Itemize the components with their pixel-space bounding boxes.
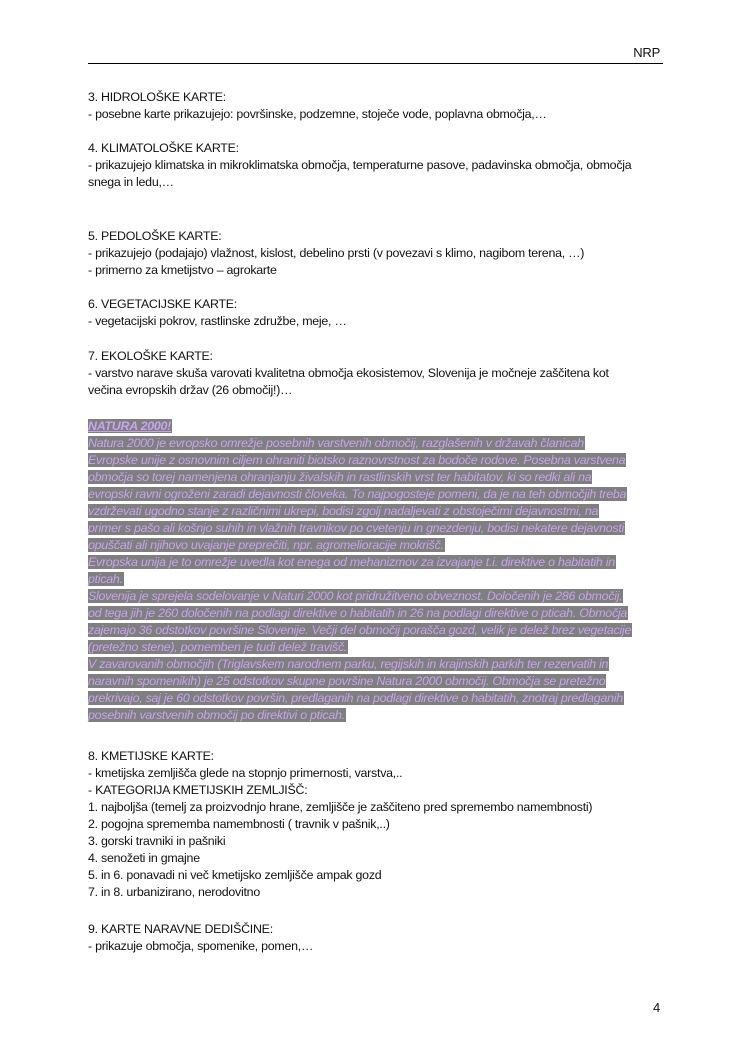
highlighted-text: posebnih varstvenih območij po direktivi o pticah. (88, 708, 345, 722)
highlighted-line (88, 673, 678, 690)
header-rule (88, 63, 663, 64)
text-line: - prikazuje območja, spomenike, pomen,… (88, 939, 314, 953)
highlighted-line (88, 554, 678, 571)
highlighted-line (88, 486, 678, 503)
highlighted-line (88, 503, 678, 520)
section-natural-heritage-maps (88, 921, 668, 955)
text-line: 3. gorski travniki in pašniki (88, 834, 226, 848)
natura-2000-highlighted-block (88, 418, 678, 724)
text-line: snega in ledu,… (88, 175, 174, 189)
section-hydrological-maps (88, 89, 668, 123)
text-line: 4. senožeti in gmajne (88, 851, 200, 865)
text-line: 5. in 6. ponavadi ni več kmetijsko zemljišče ampak gozd (88, 868, 382, 882)
section-heading: 7. EKOLOŠKE KARTE: (88, 349, 213, 363)
text-line: - prikazujejo klimatska in mikroklimatska območja, temperaturne pasove, padavinska območja, območja (88, 158, 632, 172)
highlighted-line (88, 622, 678, 639)
highlighted-text: vzdrževati ugodno stanje z različnimi ukrepi, bodisi zgolj nadaljevati z obstoječimi dejavnostmi, na (88, 504, 599, 518)
section-pedological-maps (88, 228, 668, 279)
section-ecological-maps (88, 348, 668, 399)
highlighted-text: prekrivajo, saj je 60 odstotkov površin, predlaganih na podlagi direktive o habitatih, znotraj predlaganih (88, 691, 623, 705)
highlighted-text: (pretežno stene), pomemben je tudi delež travišč. (88, 640, 348, 654)
text-line: - varstvo narave skuša varovati kvalitetna območja ekosistemov, Slovenija je močneje zaščitena kot (88, 366, 609, 380)
highlighted-line (88, 435, 678, 452)
highlighted-line (88, 690, 678, 707)
natura-title: NATURA 2000! (88, 419, 172, 433)
page-number: 4 (653, 1000, 660, 1015)
highlighted-line (88, 520, 678, 537)
highlighted-text: območja so torej namenjena ohranjanju živalskih in rastlinskih vrst ter habitatov, ki so redki ali na (88, 470, 592, 484)
highlighted-line (88, 469, 678, 486)
highlighted-line (88, 605, 678, 622)
highlighted-text: opuščati ali njihovo uvajanje preprečiti, npr. agromelioracije mokrišč. (88, 538, 444, 552)
text-line: - kmetijska zemljišča glede na stopnjo primernosti, varstva,.. (88, 766, 403, 780)
highlighted-line (88, 571, 678, 588)
highlighted-line (88, 707, 678, 724)
highlighted-text: Evropska unija je to omrežje uvedla kot enega od mehanizmov za izvajanje t.i. direktive o habitatih in (88, 555, 615, 569)
section-vegetation-maps (88, 296, 668, 330)
highlighted-text: naravnih spomenikih) je 25 odstotkov skupne površine Natura 2000 območij. Območja se pretežno (88, 674, 606, 688)
highlighted-text: evropski ravni ogroženi zaradi dejavnosti človeka. To najpogosteje pomeni, da je na teh območjih treba (88, 487, 627, 501)
highlighted-text: zajemajo 36 odstotkov površine Slovenije. Večji del območij porašča gozd, velik je delež brez vegetacije (88, 623, 632, 637)
highlighted-line (88, 656, 678, 673)
section-heading: 9. KARTE NARAVNE DEDIŠČINE: (88, 922, 273, 936)
highlighted-text: Evropske unije z osnovnim ciljem ohraniti biotsko raznovrstnost za bodoče rodove. Posebna varstvena (88, 453, 626, 467)
text-line: - vegetacijski pokrov, rastlinske združbe, meje, … (88, 314, 347, 328)
section-heading: 5. PEDOLOŠKE KARTE: (88, 229, 222, 243)
text-line: 2. pogojna sprememba namembnosti ( travnik v pašnik,..) (88, 817, 390, 831)
text-line: - posebne karte prikazujejo: površinske, podzemne, stoječe vode, poplavna območja,… (88, 107, 547, 121)
highlighted-line (88, 537, 678, 554)
text-line: 7. in 8. urbanizirano, nerodovitno (88, 885, 260, 899)
section-heading: 3. HIDROLOŠKE KARTE: (88, 90, 226, 104)
section-heading: 4. KLIMATOLOŠKE KARTE: (88, 141, 239, 155)
text-line: - primerno za kmetijstvo – agrokarte (88, 263, 277, 277)
highlighted-text: pticah. (88, 572, 123, 586)
section-climatological-maps (88, 140, 668, 191)
highlighted-line (88, 452, 678, 469)
text-line: 1. najboljša (temelj za proizvodnjo hrane, zemljišče je zaščiteno pred spremembo namembnosti) (88, 800, 593, 814)
highlighted-line (88, 588, 678, 605)
highlighted-text: primer s pašo ali košnjo suhih in vlažnih travnikov po cvetenju in gnezdenju, bodisi nekatere dejavnosti (88, 521, 625, 535)
section-agricultural-maps (88, 748, 668, 901)
highlighted-text: Slovenija je sprejela sodelovanje v Naturi 2000 kot pridružitveno obveznost. Določenih je 286 območij, (88, 589, 623, 603)
highlighted-text: od tega jih je 260 določenih na podlagi direktive o habitatih in 26 na podlagi direktive o pticah. Območja (88, 606, 628, 620)
page-header: NRP (633, 45, 660, 60)
text-line: večina evropskih držav (26 območij!)… (88, 383, 293, 397)
highlighted-line (88, 639, 678, 656)
text-line: - KATEGORIJA KMETIJSKIH ZEMLJIŠČ: (88, 783, 308, 797)
section-heading: 6. VEGETACIJSKE KARTE: (88, 297, 237, 311)
section-heading: 8. KMETIJSKE KARTE: (88, 749, 214, 763)
highlighted-text: V zavarovanih območjih (Triglavskem narodnem parku, regijskih in krajinskih parkih ter rezervatih in (88, 657, 609, 671)
highlighted-text: Natura 2000 je evropsko omrežje posebnih varstvenih območij, razglašenih v državah članicah (88, 436, 584, 450)
text-line: - prikazujejo (podajajo) vlažnost, kislost, debelino prsti (v povezavi s klimo, nagibom terena, …) (88, 246, 585, 260)
